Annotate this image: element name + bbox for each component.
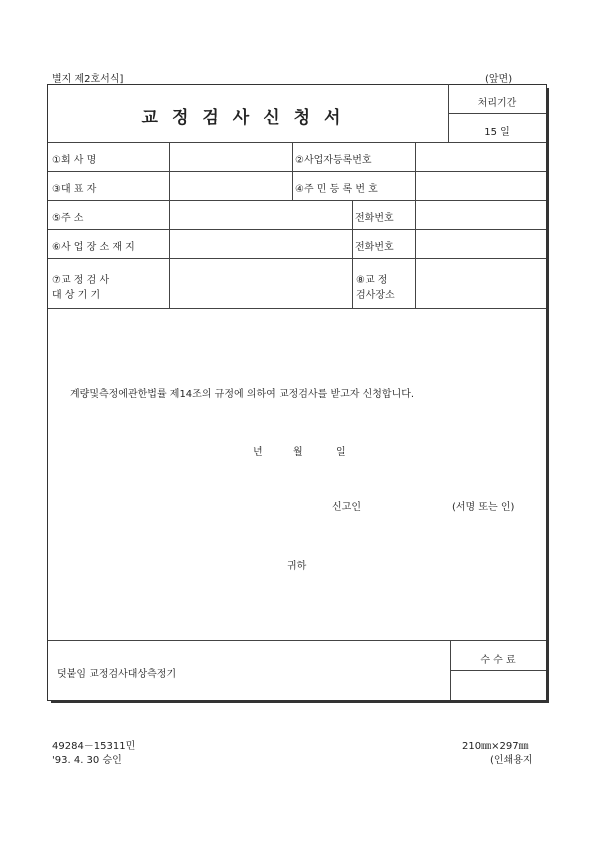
target-instrument-label-line1: ⑦교 정 검 사 [52,275,110,286]
divider [448,113,546,114]
paper-size: 210㎜×297㎜ [462,741,529,752]
representative-label: ③대 표 자 [52,184,97,195]
address-phone-label: 전화번호 [355,213,394,224]
applicant-label: 신고인 [332,502,361,513]
inspection-place-label-line2: 검사장소 [356,290,395,301]
address-phone-field[interactable] [416,201,545,228]
address-label: ⑤주 소 [52,213,84,224]
form-shadow-right [546,88,549,703]
business-reg-no-label: ②사업자등록번호 [295,155,372,166]
approval-date: '93. 4. 30 승인 [52,755,122,766]
business-location-phone-field[interactable] [416,230,545,257]
address-field[interactable] [170,201,351,228]
business-location-field[interactable] [170,230,351,257]
form-title: 교정검사신청서 [141,108,355,128]
form-number: 별지 제2호서식] [52,74,124,85]
date-day-label: 일 [336,447,346,458]
company-name-label: ①회 사 명 [52,155,97,166]
business-location-label: ⑥사 업 장 소 재 지 [52,242,135,253]
business-reg-no-field[interactable] [416,143,545,170]
fee-label: 수 수 료 [480,655,516,666]
divider [48,640,546,641]
resident-reg-no-field[interactable] [416,172,545,199]
resident-reg-no-label: ④주 민 등 록 번 호 [295,184,378,195]
business-location-phone-label: 전화번호 [355,242,394,253]
fee-field[interactable] [451,671,545,699]
application-statement: 계량및측정에관한법률 제14조의 규정에 의하여 교정검사를 받고자 신청합니다. [70,389,415,400]
inspection-place-field[interactable] [416,259,545,307]
processing-period-label: 처리기간 [477,98,517,109]
form-code: 49284－15311민 [52,741,136,752]
divider [352,200,353,308]
page-side-label: (앞면) [485,74,513,85]
date-year-label: 년 [253,447,263,458]
company-name-field[interactable] [170,143,291,170]
recipient-label: 귀하 [287,561,307,572]
representative-field[interactable] [170,172,291,199]
target-instrument-field[interactable] [170,259,351,307]
divider [48,308,546,309]
inspection-place-label-line1: ⑧교 정 [356,275,388,286]
paper-type: (인쇄용지 [490,755,533,766]
signature-label: (서명 또는 인) [452,502,515,513]
divider [292,142,293,200]
target-instrument-label-line2: 대 상 기 기 [52,290,101,301]
processing-period-value: 15 일 [484,127,510,138]
date-month-label: 월 [293,447,303,458]
attachment-label: 덧붙임 교정검사대상측정기 [57,669,177,680]
form-shadow-bottom [51,700,549,703]
